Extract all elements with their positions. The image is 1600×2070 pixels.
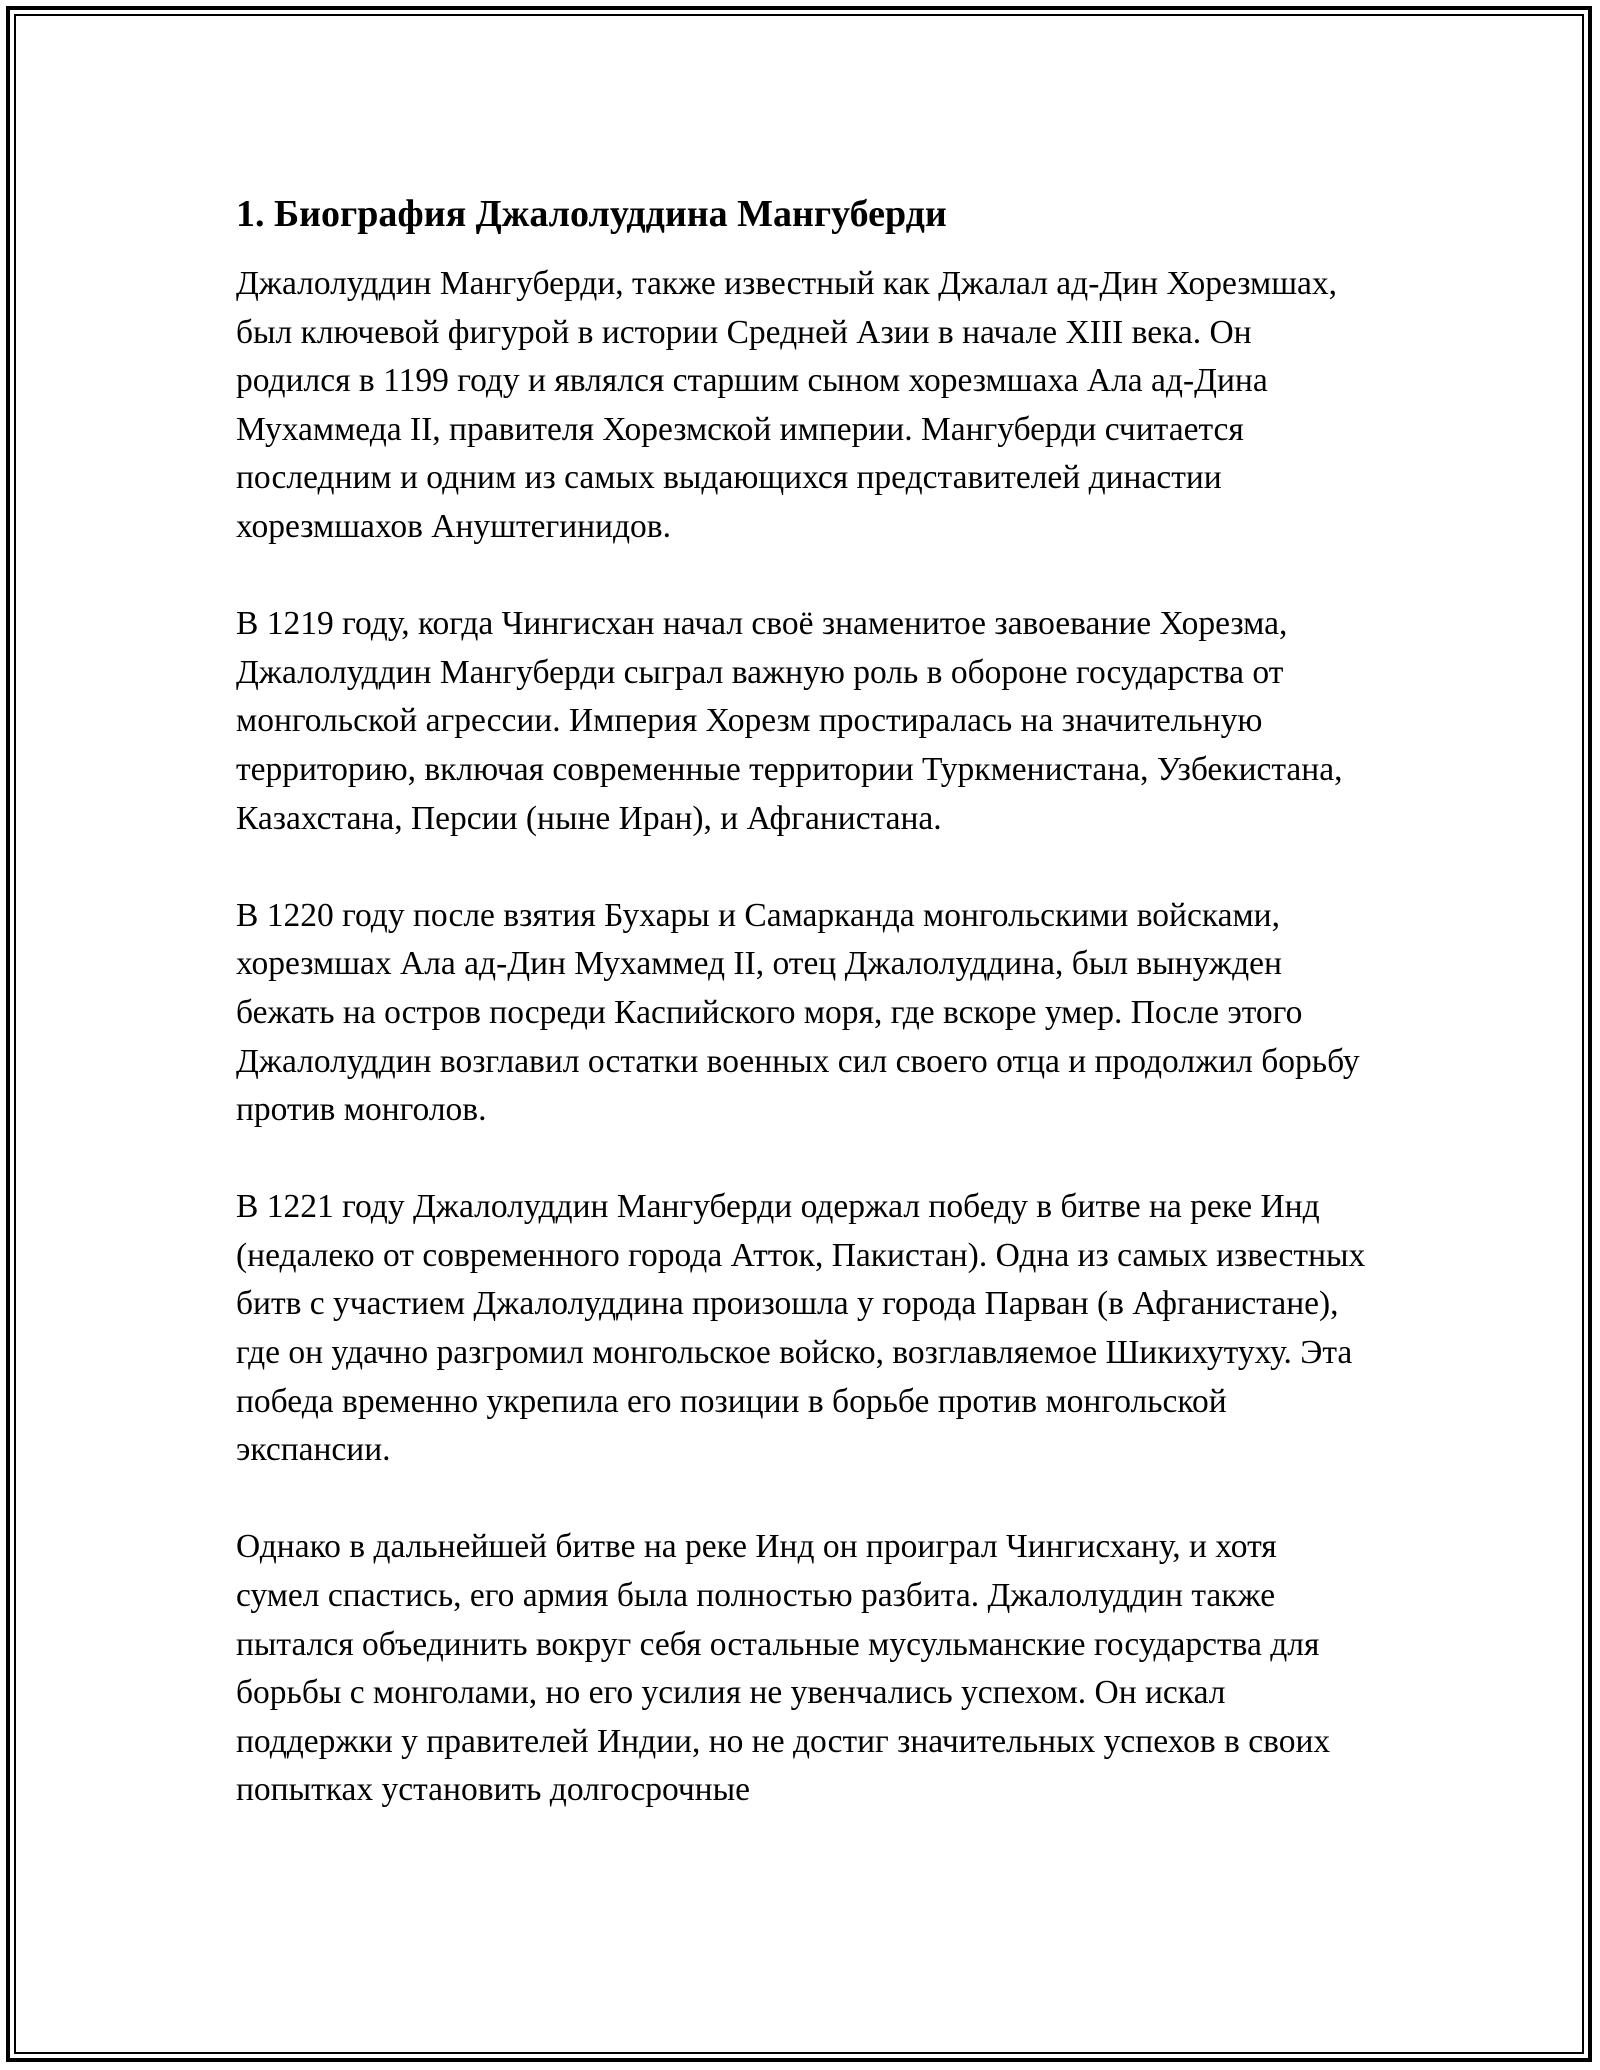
paragraph-2: В 1219 году, когда Чингисхан начал своё знаменитое завоевание Хорезма, Джалолуддин Мангуберди сыграл важную роль в обороне государства от монгольской агрессии. Империя Хорезм простиралась на значительную территорию, включая современные территории Туркменистана, Узбекистана, Казахстана, Персии (ныне Иран), и Афганистана. (236, 605, 1343, 837)
document-body (236, 188, 1366, 1864)
paragraph-3: В 1220 году после взятия Бухары и Самарканда монгольскими войсками, хорезмшах Ала ад-Дин Мухаммед II, отец Джалолуддина, был вынужден бежать на остров посреди Каспийского моря, где вскоре умер. После этого Джалолуддин возглавил остатки военных сил своего отца и продолжил борьбу против монголов. (236, 896, 1360, 1129)
paragraph-1: Джалолуддин Мангуберди, также известный как Джалал ад-Дин Хорезмшах, был ключевой фигурой в истории Средней Азии в начале XIII века. Он родился в 1199 году и являлся старшим сыном хорезмшаха Ала ад-Дина Мухаммеда II, правителя Хорезмской империи. Мангуберди считается последним и одним из самых выдающихся представителей династии хорезмшахов Ануштегинидов. (236, 265, 1338, 545)
section-heading: 1. Биография Джалолуддина Мангуберди (236, 193, 947, 235)
paragraph-4: В 1221 году Джалолуддин Мангуберди одержал победу в битве на реке Инд (недалеко от современного города Атток, Пакистан). Одна из самых известных битв с участием Джалолуддина произошла у города Парван (в Афганистане), где он удачно разгромил монгольское войско, возглавляемое Шикихутуху. Эта победа временно укрепила его позиции в борьбе против монгольской экспансии. (236, 1188, 1366, 1469)
paragraph-5: Однако в дальнейшей битве на реке Инд он проиграл Чингисхану, и хотя сумел спастись, его армия была полностью разбита. Джалолуддин также пытался объединить вокруг себя остальные мусульманские государства для борьбы с монголами, но его усилия не увенчались успехом. Он искал поддержки у правителей Индии, но не достиг значительных успехов в своих попытках установить долгосрочные (236, 1528, 1331, 1809)
